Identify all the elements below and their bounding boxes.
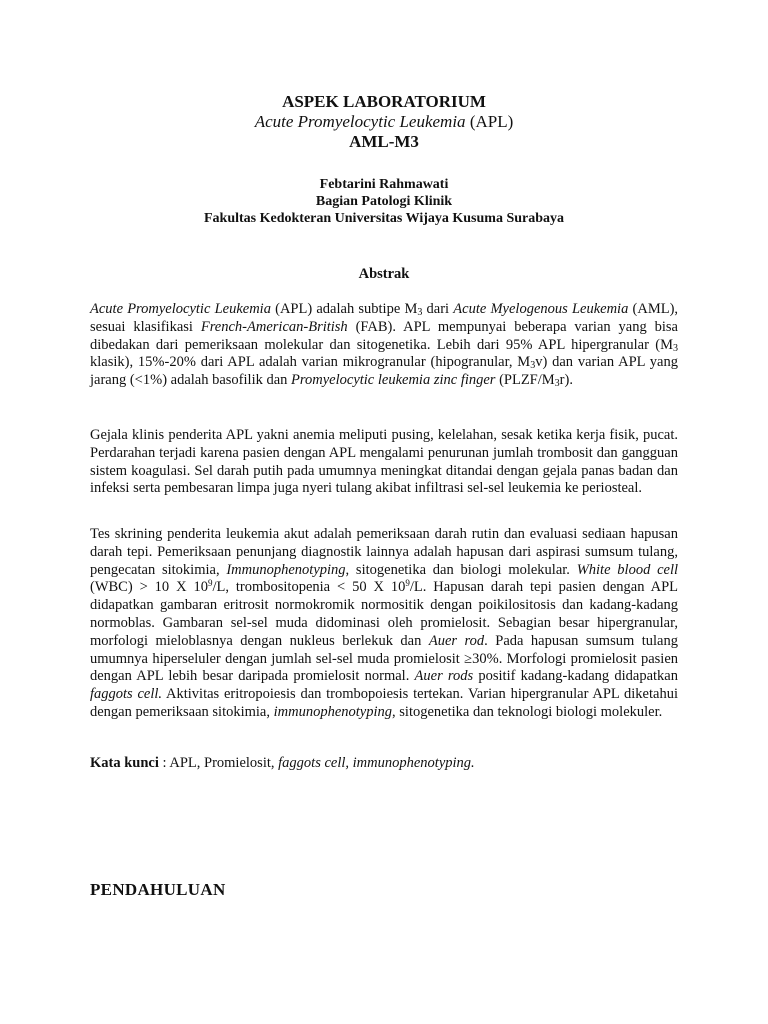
author-name: Febtarini Rahmawati bbox=[319, 177, 449, 192]
text-run: v) dan varian APL yang jarang (<1%) adalah basofilik dan bbox=[90, 354, 678, 389]
text-italic: Immunophenotyping bbox=[226, 561, 346, 578]
text-run: , sitogenetika dan biologi molekular. bbox=[345, 561, 577, 578]
text-run: /L. Hapusan darah tepi pasien dengan APL didapatkan gambaran eritrosit normokromik normositik dengan poikilositosis dan kadang-kadang normoblas. Gambaran sel-sel muda didominasi oleh promielosit. Sebagian besar hipergranular, morfologi mieloblasnya dengan nukleus berlekuk dan bbox=[90, 579, 678, 649]
title-line-3: AML-M3 bbox=[349, 132, 419, 151]
subscript: 3 bbox=[417, 307, 423, 318]
keywords-separator: : APL, Promielosit, bbox=[158, 755, 279, 771]
text-run: . Pada hapusan sumsum tulang umumnya hiperseluler dengan jumlah sel-sel muda promielosit ≥30%. Morfologi promielosit pasien dengan APL lebih besar daripada promielosit normal. bbox=[90, 632, 678, 685]
author-department: Bagian Patologi Klinik bbox=[315, 194, 453, 209]
text-italic: French-American-British bbox=[200, 318, 348, 335]
text-run: r). bbox=[559, 372, 573, 389]
keywords-italic: faggots cell, immunophenotyping. bbox=[278, 755, 475, 771]
abstract-paragraph-3 bbox=[90, 526, 678, 722]
text-italic: Acute Promyelocytic Leukemia bbox=[90, 301, 271, 317]
text-italic: faggots cell. bbox=[90, 686, 163, 703]
keywords-label: Kata kunci bbox=[90, 755, 159, 771]
text-italic: immunophenotyping bbox=[273, 703, 393, 720]
text-italic: White blood cell bbox=[576, 561, 679, 578]
text-italic: Auer rods bbox=[414, 668, 474, 685]
text-italic: Acute Myelogenous Leukemia bbox=[453, 301, 629, 317]
text-run: (PLZF/M bbox=[495, 372, 555, 389]
text-run: , sitogenetika dan teknologi biologi molekuler. bbox=[392, 703, 663, 720]
section-heading: PENDAHULUAN bbox=[90, 880, 226, 899]
subscript: 3 bbox=[530, 360, 536, 372]
subscript: 3 bbox=[554, 378, 560, 390]
text-italic: Auer rod bbox=[428, 632, 485, 649]
text-run: (WBC) > 10 X 10 bbox=[90, 579, 208, 596]
author-block bbox=[0, 176, 768, 227]
text-run: Aktivitas eritropoiesis dan trombopoiesis tertekan. Varian hipergranular APL diketahui dengan pemeriksaan sitokimia, bbox=[90, 686, 678, 720]
subscript: 3 bbox=[673, 342, 678, 354]
text-run: /L, trombositopenia < 50 X 10 bbox=[212, 579, 406, 596]
title-italic-part: Acute Promyelocytic Leukemia bbox=[254, 112, 466, 131]
abstract-paragraph-2: Gejala klinis penderita APL yakni anemia meliputi pusing, kelelahan, sesak ketika kerja fisik, pucat. Perdarahan terjadi karena pasien dengan APL mengalami penurunan jumlah trombosit dan gangguan sistem koagulasi. Sel darah putih pada umumnya meningkat ditandai dengan gejala panas badan dan infeksi serta pembesaran limpa juga nyeri tulang akibat infiltrasi sel-sel leukemia ke periosteal. bbox=[90, 427, 678, 497]
title-line-1: ASPEK LABORATORIUM bbox=[282, 92, 486, 111]
superscript: 9 bbox=[405, 578, 410, 589]
keywords-line bbox=[90, 755, 678, 773]
text-run: (APL) adalah subtipe M bbox=[270, 301, 418, 317]
text-run: positif kadang-kadang didapatkan bbox=[473, 668, 678, 685]
title-abbr: (APL) bbox=[469, 112, 514, 131]
title-block bbox=[0, 92, 768, 152]
text-run: (FAB). APL mempunyai beberapa varian yang bisa dibedakan dari pemeriksaan molekular dan sitogenetika. Lebih dari 95% APL hipergranular (M bbox=[90, 318, 678, 353]
text-run: dari bbox=[422, 301, 454, 317]
title-line-2 bbox=[0, 112, 768, 132]
text-run: klasik), 15%-20% dari APL adalah varian mikrogranular (hipogranular, M bbox=[90, 354, 531, 371]
superscript: 9 bbox=[207, 578, 213, 589]
text-run: (AML), sesuai klasifikasi bbox=[90, 301, 679, 335]
author-faculty: Fakultas Kedokteran Universitas Wijaya Kusuma Surabaya bbox=[203, 211, 565, 226]
text-italic: Promyelocytic leukemia zinc finger bbox=[291, 372, 496, 389]
abstract-paragraph-1 bbox=[90, 301, 678, 390]
abstract-heading: Abstrak bbox=[358, 266, 410, 282]
text-run: Tes skrining penderita leukemia akut adalah pemeriksaan darah rutin dan evaluasi sediaan hapusan darah tepi. Pemeriksaan penunjang diagnostik lainnya adalah hapusan dari aspirasi sumsum tulang, pengecatan sitokimia, bbox=[90, 526, 678, 578]
